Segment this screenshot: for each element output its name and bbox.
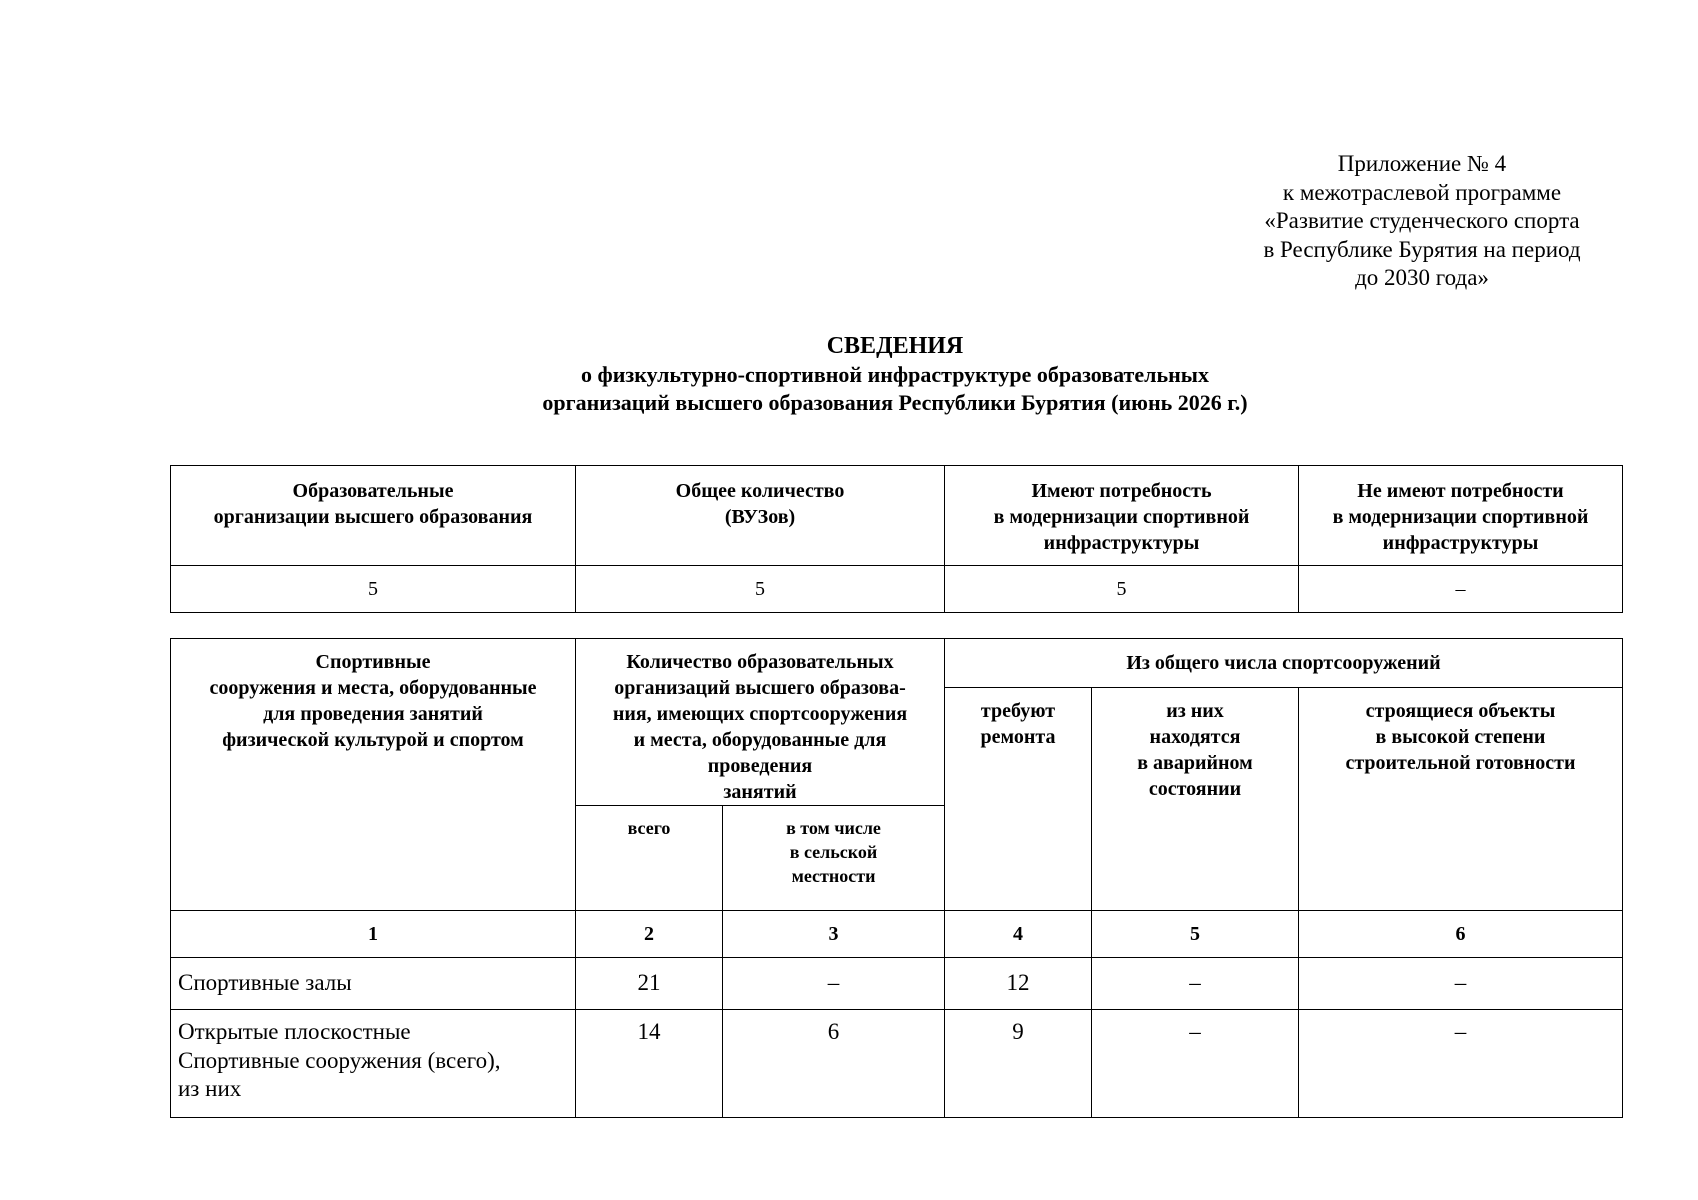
header-line: строительной готовности bbox=[1345, 752, 1576, 774]
header-line: ния, имеющих спортсооружения bbox=[612, 703, 908, 725]
data-cell: – bbox=[723, 958, 945, 1010]
summary-value-cell: 5 bbox=[576, 566, 945, 613]
appendix-line: Приложение № 4 bbox=[1337, 151, 1507, 176]
header-line: в модернизации спортивной bbox=[1332, 506, 1589, 528]
header-line: ремонта bbox=[980, 726, 1056, 748]
title-line: о физкультурно-спортивной инфраструктуре образовательных bbox=[581, 361, 1209, 387]
data-cell: – bbox=[1299, 958, 1623, 1010]
header-line: сооружения и места, оборудованные bbox=[209, 677, 537, 699]
column-number-cell: 1 bbox=[171, 911, 576, 958]
appendix-line: к межотраслевой программе bbox=[1282, 179, 1562, 205]
appendix-line: до 2030 года» bbox=[1355, 265, 1489, 290]
row-label-line: из них bbox=[178, 1076, 242, 1101]
header-line: физической культурой и спортом bbox=[222, 729, 524, 751]
header-line: инфраструктуры bbox=[1043, 532, 1200, 554]
facilities-subheader-cell: всего bbox=[576, 806, 723, 911]
data-cell: 6 bbox=[723, 1010, 945, 1118]
header-line: строящиеся объекты bbox=[1365, 700, 1556, 722]
summary-table bbox=[170, 465, 1623, 613]
data-cell: 21 bbox=[576, 958, 723, 1010]
summary-header-cell bbox=[171, 466, 576, 566]
title-line: организаций высшего образования Республики Бурятия (июнь 2026 г.) bbox=[542, 390, 1248, 415]
appendix-note bbox=[1232, 150, 1612, 293]
header-line: Не имеют потребности bbox=[1357, 480, 1564, 502]
data-cell: 14 bbox=[576, 1010, 723, 1118]
data-cell: – bbox=[1092, 1010, 1299, 1118]
header-line: в аварийном bbox=[1137, 752, 1253, 774]
facilities-header-cell bbox=[1092, 688, 1299, 911]
header-line: местности bbox=[791, 866, 876, 886]
row-label-line: Спортивные залы bbox=[178, 970, 352, 996]
header-line: в высокой степени bbox=[1375, 726, 1546, 748]
summary-header-cell bbox=[945, 466, 1299, 566]
header-line: Спортивные bbox=[315, 651, 431, 673]
facilities-header-cell bbox=[171, 639, 576, 911]
summary-header-cell bbox=[1299, 466, 1623, 566]
header-line: организации высшего образования bbox=[213, 506, 533, 528]
table-row bbox=[171, 1010, 1623, 1118]
header-line: находятся bbox=[1149, 726, 1241, 748]
header-line: Количество образовательных bbox=[626, 651, 894, 673]
summary-header-row bbox=[171, 466, 1623, 566]
header-line: в модернизации спортивной bbox=[993, 506, 1250, 528]
data-cell: – bbox=[1299, 1010, 1623, 1118]
appendix-line: «Развитие студенческого спорта bbox=[1264, 208, 1580, 233]
column-number-row bbox=[171, 911, 1623, 958]
column-number-cell: 2 bbox=[576, 911, 723, 958]
data-cell: 12 bbox=[945, 958, 1092, 1010]
header-line: проведения bbox=[707, 755, 813, 777]
header-line: в том числе bbox=[786, 818, 881, 838]
row-label-cell bbox=[171, 958, 576, 1010]
header-line: Общее количество bbox=[675, 480, 845, 502]
summary-value-cell: – bbox=[1299, 566, 1623, 613]
column-number-cell: 5 bbox=[1092, 911, 1299, 958]
row-label-line: Открытые плоскостные bbox=[178, 1019, 411, 1044]
facilities-group-header: Из общего числа спортсооружений bbox=[945, 639, 1623, 688]
header-line: в сельской bbox=[789, 842, 878, 862]
facilities-header-cell bbox=[1299, 688, 1623, 911]
data-cell: – bbox=[1092, 958, 1299, 1010]
facilities-table bbox=[170, 638, 1623, 1118]
data-cell: 9 bbox=[945, 1010, 1092, 1118]
title-main: СВЕДЕНИЯ bbox=[826, 333, 964, 359]
column-number-cell: 3 bbox=[723, 911, 945, 958]
header-line: для проведения занятий bbox=[263, 703, 483, 725]
header-line: состоянии bbox=[1148, 778, 1242, 800]
facilities-header-cell bbox=[576, 639, 945, 806]
summary-value-cell: 5 bbox=[945, 566, 1299, 613]
row-label-line: Спортивные сооружения (всего), bbox=[178, 1047, 501, 1073]
summary-header-cell bbox=[576, 466, 945, 566]
header-line: требуют bbox=[980, 700, 1056, 722]
summary-value-row bbox=[171, 566, 1623, 613]
header-line: и места, оборудованные для bbox=[633, 729, 887, 751]
document-title bbox=[170, 332, 1620, 418]
facilities-header-row bbox=[171, 639, 1623, 688]
column-number-cell: 4 bbox=[945, 911, 1092, 958]
column-number-cell: 6 bbox=[1299, 911, 1623, 958]
summary-value-cell: 5 bbox=[171, 566, 576, 613]
header-line: Имеют потребность bbox=[1031, 480, 1212, 502]
facilities-header-cell bbox=[945, 688, 1092, 911]
header-line: занятий bbox=[723, 781, 797, 803]
header-line: Образовательные bbox=[292, 480, 454, 502]
row-label-cell bbox=[171, 1010, 576, 1118]
header-line: из них bbox=[1166, 700, 1224, 722]
appendix-line: в Республике Бурятия на период bbox=[1263, 236, 1581, 262]
header-line: (ВУЗов) bbox=[724, 506, 796, 528]
header-line: организаций высшего образова- bbox=[614, 677, 906, 699]
table-row bbox=[171, 958, 1623, 1010]
facilities-subheader-cell bbox=[723, 806, 945, 911]
header-line: инфраструктуры bbox=[1382, 532, 1539, 554]
